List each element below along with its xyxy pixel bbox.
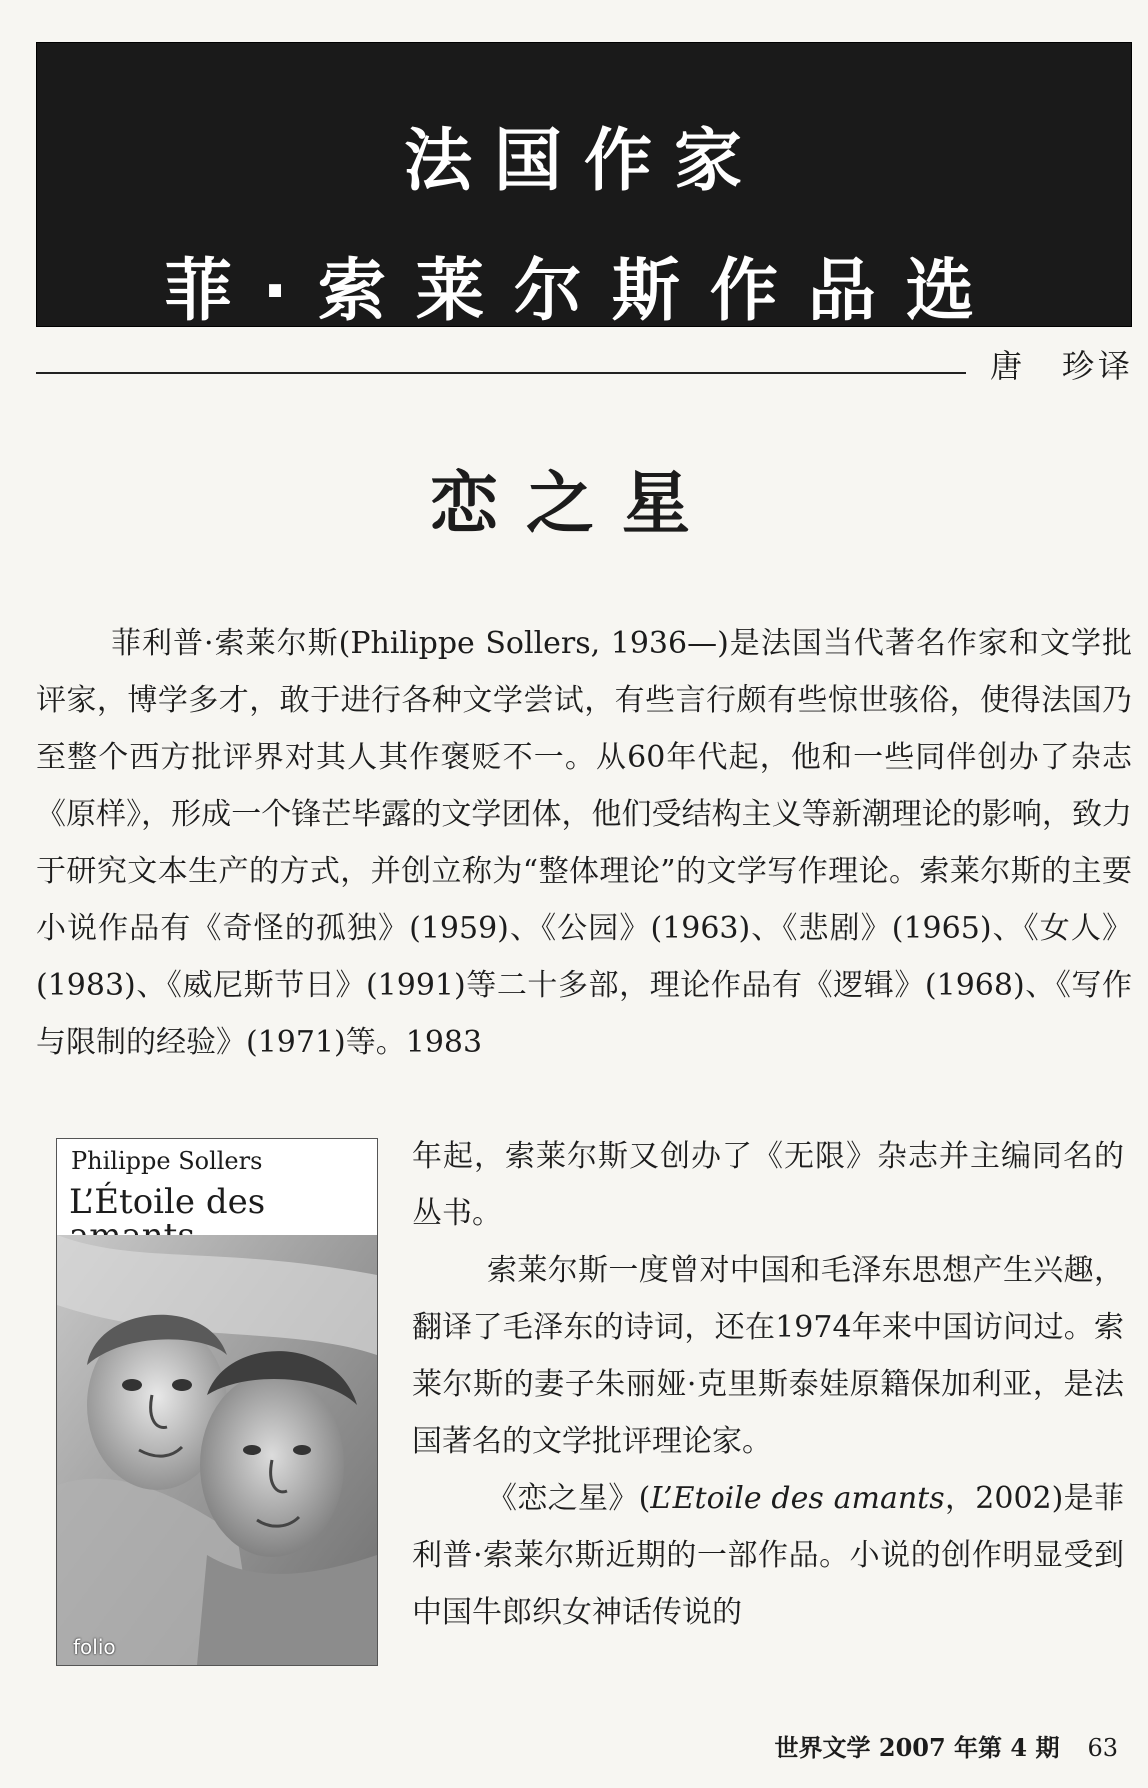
intro-paragraph-continuation: 年起，索莱尔斯又创办了《无限》杂志并主编同名的丛书。: [412, 1139, 1124, 1231]
novel-original-title: L’Etoile des amants: [650, 1481, 945, 1516]
banner-title-line1: 法国作家: [403, 122, 764, 201]
right-column: [412, 1128, 1124, 1641]
page-footer: [774, 1733, 1118, 1762]
translator-rule: [36, 372, 966, 374]
header-banner: [36, 42, 1132, 331]
intro-paragraph: 菲利普·索莱尔斯(Philippe Sollers, 1936—)是法国当代著名作家和文学批评家，博学多才，敢于进行各种文学尝试，有些言行颇有些惊世骇俗，使得法国乃至整个西方批评界对其人其作褒贬不一。从60年代起，他和一些同伴创办了杂志《原样》，形成一个锋芒毕露的文学团体，他们受结构主义等新潮理论的影响，致力于研究文本生产的方式，并创立称为“整体理论”的文学写作理论。索莱尔斯的主要小说作品有《奇怪的孤独》(1959)、《公园》(1963)、《悲剧》(1965)、《女人》(1983)、《威尼斯节日》(1991)等二十多部，理论作品有《逻辑》(1968)、《写作与限制的经验》(1971)等。1983: [36, 626, 1132, 1060]
translator-credit: 唐 珍译: [989, 347, 1134, 385]
book-cover-image: [56, 1138, 378, 1666]
novel-description: ，2002)是菲利普·索莱尔斯近期的一部作品。小说的创作明显受到中国牛郎织女神话传说的: [412, 1481, 1124, 1630]
paragraph-mao: 索莱尔斯一度曾对中国和毛泽东思想产生兴趣，翻译了毛泽东的诗词，还在1974年来中国访问过。索莱尔斯的妻子朱丽娅·克里斯泰娃原籍保加利亚，是法国著名的文学批评理论家。: [412, 1253, 1124, 1459]
paragraph-novel: 《恋之星》(L’Etoile des amants，2002)是菲利普·索莱尔斯近期的一部作品。小说的创作明显受到中国牛郎织女神话传说的: [412, 1481, 1124, 1630]
book-cover-publisher-logo: folio: [73, 1635, 116, 1659]
book-cover-portrait: [57, 1235, 377, 1665]
book-cover-title: L’Étoile des: [69, 1182, 266, 1222]
novel-title: 《恋之星》: [487, 1481, 639, 1516]
story-title: 恋之星: [429, 464, 718, 544]
book-cover-author: Philippe Sollers: [71, 1147, 263, 1175]
banner-title-line2: 菲·索莱尔斯作品选: [164, 252, 1004, 331]
page-number: 63: [1087, 1734, 1118, 1762]
journal-issue: 世界文学 2007 年第 4 期: [774, 1733, 1060, 1762]
